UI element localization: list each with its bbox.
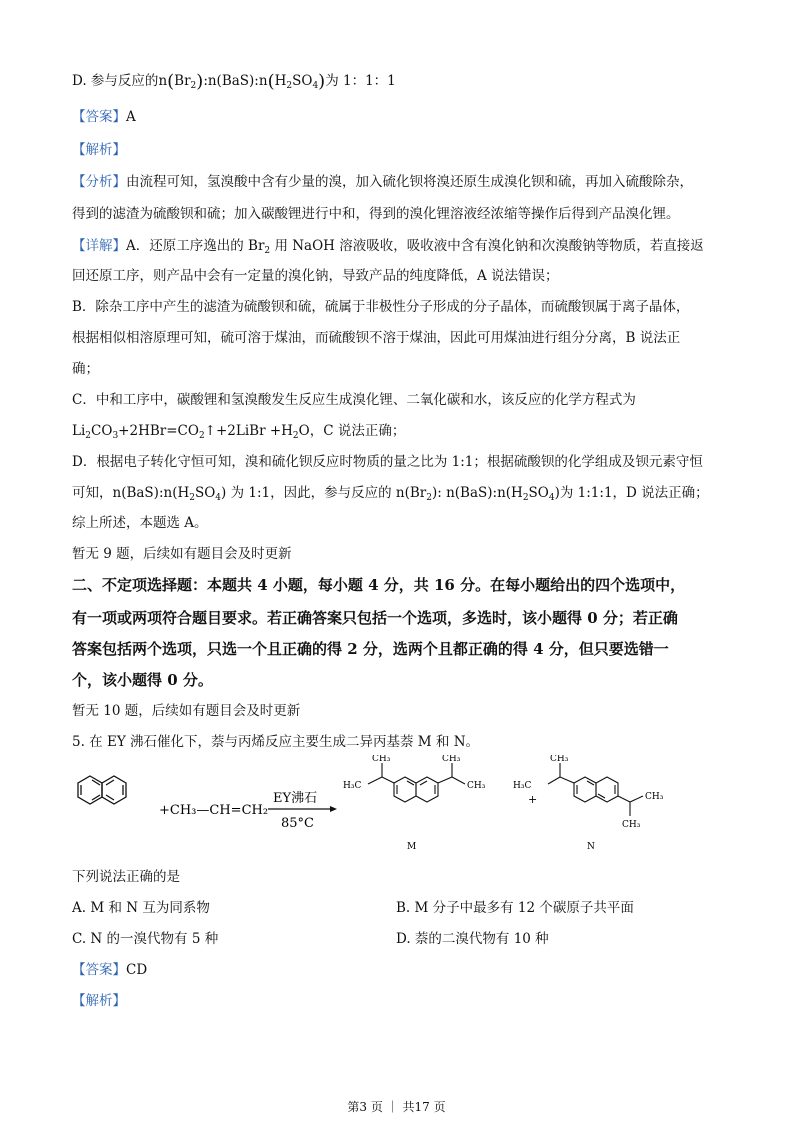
fenxi-line-2: 得到的滤渣为硫酸钡和硫；加入碳酸锂进行中和，得到的溴化锂溶液经浓缩等操作后得到产品溴化锂。 bbox=[72, 206, 680, 222]
analysis-tag-5: 【解析】 bbox=[72, 993, 126, 1009]
propene-reagent: +CH₃—CH=CH₂ bbox=[159, 803, 269, 818]
xiangjie-d-line-2: 可知，$n(BaS):n(H_2SO_4)$ 为 1:1，因此，参与反应的 $n(Br_2)$: $n(BaS):n(H_2SO_4)$为 1:1:1，D 说法正确； bbox=[72, 485, 709, 503]
svg-text:CH₃: CH₃ bbox=[622, 820, 641, 830]
q5-stem: 5. 在 EY 沸石催化下，萘与丙烯反应主要生成二异丙基萘 M 和 N。 bbox=[72, 734, 480, 750]
svg-text:CH₃: CH₃ bbox=[372, 755, 391, 764]
svg-text:H₃C: H₃C bbox=[343, 781, 362, 791]
section2-line-2: 有一项或两项符合题目要求。若正确答案只包括一个选项，多选时，该小题得 0 分；若正确 bbox=[72, 609, 678, 627]
xiangjie-summary: 综上所述，本题选 A。 bbox=[72, 515, 208, 531]
catalyst-label: EY沸石 bbox=[273, 791, 318, 806]
section2-line-4: 个，该小题得 0 分。 bbox=[72, 671, 213, 689]
product-m-structure bbox=[368, 763, 465, 802]
svg-text:H₃C: H₃C bbox=[513, 781, 532, 791]
xiangjie-a-line-1: 【详解】A．还原工序逸出的 $Br_2$ 用 NaOH 溶液吸收，吸收液中含有溴化钠和次溴酸钠等物质，若直接返 bbox=[72, 238, 704, 256]
naphthalene-structure bbox=[78, 776, 126, 804]
xiangjie-c-equation: $Li_2CO_3+2HBr=CO_2↑+2LiBr +H_2O$，C 说法正确； bbox=[72, 423, 406, 441]
fenxi-line-1: 【分析】由流程可知，氢溴酸中含有少量的溴，加入硫化钡将溴还原生成溴化钡和硫，再加入硫酸除杂， bbox=[72, 174, 693, 190]
section2-line-1: 二、不定项选择题：本题共 4 小题，每小题 4 分，共 16 分。在每小题给出的四个选项中， bbox=[72, 576, 686, 594]
plus-sign: + bbox=[528, 793, 538, 806]
svg-text:CH₃: CH₃ bbox=[645, 792, 664, 802]
temperature-label: 85°C bbox=[281, 816, 314, 831]
xiangjie-a-line-2: 回还原工序，则产品中会有一定量的溴化钠，导致产品的纯度降低，A 说法错误； bbox=[72, 268, 559, 284]
xiangjie-b-line-3: 确； bbox=[72, 361, 99, 377]
xiangjie-b-line-1: B．除杂工序中产生的滤渣为硫酸钡和硫，硫属于非极性分子形成的分子晶体，而硫酸钡属于离子晶体， bbox=[72, 299, 690, 315]
reaction-scheme bbox=[60, 755, 680, 860]
label-m: M bbox=[407, 842, 417, 852]
q5-prompt: 下列说法正确的是 bbox=[72, 869, 180, 885]
notice-9: 暂无 9 题，后续如有题目会及时更新 bbox=[72, 546, 292, 562]
arrow-head-icon bbox=[330, 806, 337, 812]
answer-tag: 【答案】 bbox=[72, 962, 126, 978]
answer-1: 【答案】A bbox=[72, 109, 136, 125]
page-footer: 第3 页 ｜ 共17 页 bbox=[347, 1100, 446, 1114]
svg-text:CH₃: CH₃ bbox=[467, 781, 486, 791]
analysis-tag-1: 【解析】 bbox=[72, 142, 126, 158]
answer-tag: 【答案】 bbox=[72, 109, 126, 125]
notice-10: 暂无 10 题，后续如有题目会及时更新 bbox=[72, 703, 301, 719]
product-n-structure bbox=[548, 763, 643, 816]
answer-5: 【答案】CD bbox=[72, 962, 148, 978]
xiangjie-c-line-1: C．中和工序中，碳酸锂和氢溴酸发生反应生成溴化锂、二氧化碳和水，该反应的化学方程式为 bbox=[72, 392, 636, 408]
q5-option-d: D. 萘的二溴代物有 10 种 bbox=[396, 931, 549, 947]
label-n: N bbox=[587, 842, 595, 852]
svg-text:CH₃: CH₃ bbox=[550, 755, 569, 764]
q5-option-c: C. N 的一溴代物有 5 种 bbox=[72, 931, 219, 947]
section2-line-3: 答案包括两个选项，只选一个且正确的得 2 分，选两个且都正确的得 4 分，但只要选错一 bbox=[72, 640, 669, 658]
xiangjie-d-line-1: D．根据电子转化守恒可知，溴和硫化钡反应时物质的量之比为 1:1；根据硫酸钡的化学组成及钡元素守恒 bbox=[72, 454, 703, 470]
q5-option-a: A. M 和 N 互为同系物 bbox=[72, 900, 210, 916]
option-d-previous: D. 参与反应的$n(Br_2):n(BaS):n(H_2SO_4)$为 1：1：1 bbox=[72, 71, 396, 92]
svg-text:CH₃: CH₃ bbox=[442, 755, 461, 764]
q5-option-b: B. M 分子中最多有 12 个碳原子共平面 bbox=[396, 900, 634, 916]
xiangjie-b-line-2: 根据相似相溶原理可知，硫可溶于煤油，而硫酸钡不溶于煤油，因此可用煤油进行组分分离，B 说法正 bbox=[72, 330, 681, 346]
